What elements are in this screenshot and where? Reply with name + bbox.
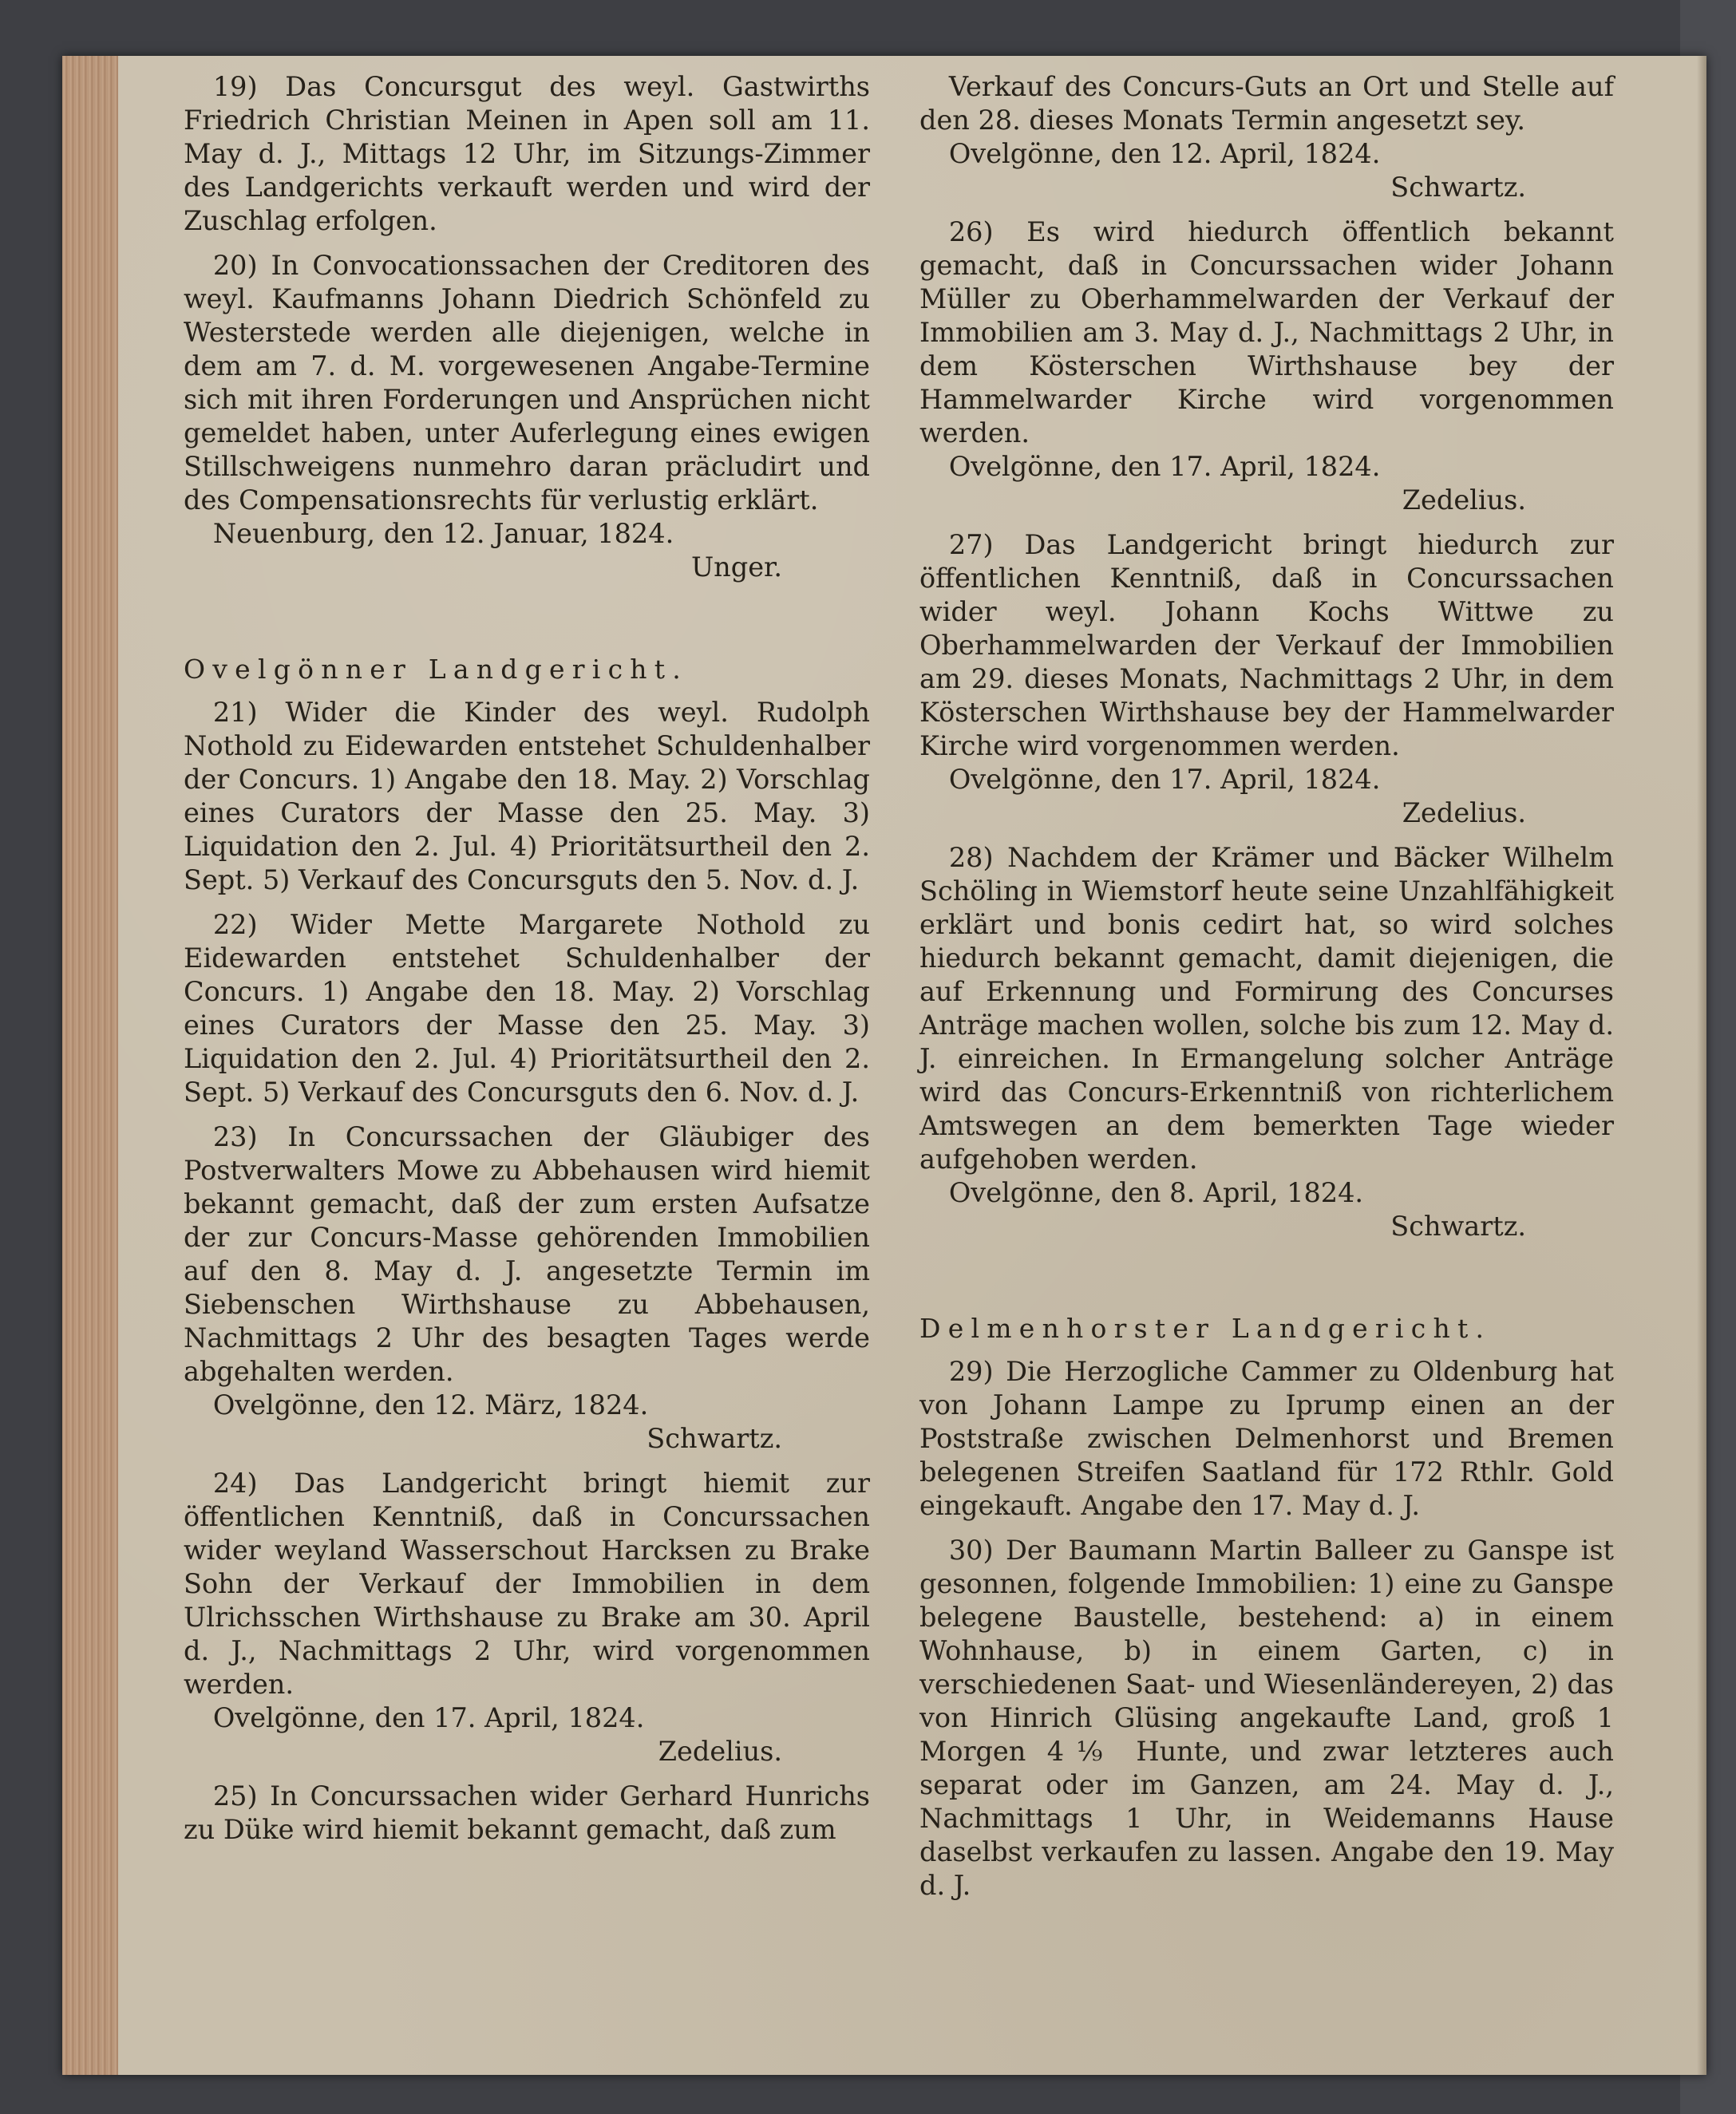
notice-signature: Schwartz. <box>1390 172 1526 203</box>
court-heading: Delmenhorster Landgericht. <box>919 1313 1492 1344</box>
notice-text: 26) Es wird hiedurch öffentlich bekannt gemacht, daß in Concurssachen wider Johann Müller zu Oberhammelwarden der Verkauf der Immobilien am 3. May d. J., Nachmittags 2 Uhr, in dem Kösterschen Wirthshause bey der Hammelwarder Kirche wird vorgenommen werden. <box>919 216 1614 448</box>
notice <box>919 528 1614 830</box>
notice-text: 22) Wider Mette Margarete Nothold zu Eidewarden entstehet Schuldenhalber der Concurs. 1) Angabe den 18. May. 2) Vorschlag eines Curators der Masse den 25. May. 3) Liquidation den 2. Jul. 4) Prioritätsurtheil den 2. Sept. 5) Verkauf des Concursguts den 6. Nov. d. J. <box>184 909 870 1108</box>
notice <box>919 70 1614 204</box>
notice <box>184 249 870 584</box>
notice <box>184 1120 870 1456</box>
court-heading: Ovelgönner Landgericht. <box>184 654 689 685</box>
left-column <box>184 70 870 1858</box>
notice-text: 27) Das Landgericht bringt hiedurch zur öffentlichen Kenntniß, daß in Concurssachen wider weyl. Johann Kochs Wittwe zu Oberhammelwarden der Verkauf der Immobilien am 29. dieses Monats, Nachmittags 2 Uhr, in dem Kösterschen Wirthshause bey der Hammelwarder Kirche wird vorgenommen werden. <box>919 529 1614 761</box>
notice-text: 19) Das Concursgut des weyl. Gastwirths Friedrich Christian Meinen in Apen soll am 11. May d. J., Mittags 12 Uhr, im Sitzungs-Zimmer des Landgerichts verkauft werden und wird der Zuschlag erfolgen. <box>184 71 870 236</box>
notice <box>184 70 870 238</box>
notice-signature: Zedelius. <box>658 1736 782 1767</box>
notice-signature: Zedelius. <box>1402 484 1526 516</box>
notice-place-date: Ovelgönne, den 17. April, 1824. <box>212 1702 645 1733</box>
notice-place-date: Ovelgönne, den 12. März, 1824. <box>212 1389 649 1421</box>
notice-text: 29) Die Herzogliche Cammer zu Oldenburg hat von Johann Lampe zu Iprump einen an der Poststraße zwischen Delmenhorst und Bremen belegenen Streifen Saatland für 172 Rthlr. Gold eingekauft. Angabe den 17. May d. J. <box>919 1356 1614 1521</box>
notice-place-date: Ovelgönne, den 8. April, 1824. <box>948 1177 1364 1208</box>
notice <box>184 1467 870 1768</box>
notice <box>919 1355 1614 1523</box>
notice-place-date: Ovelgönne, den 12. April, 1824. <box>948 138 1381 169</box>
page-edge-stack <box>62 56 118 2075</box>
notice <box>184 1780 870 1847</box>
notice-signature: Schwartz. <box>647 1423 782 1454</box>
notice-text: 30) Der Baumann Martin Balleer zu Ganspe ist gesonnen, folgende Immobilien: 1) eine zu Ganspe belegene Baustelle, bestehend: a) in einem Wohnhause, b) in einem Garten, c) in verschiedenen Saat- und Wiesenländereyen, 2) das von Hinrich Glüsing angekaufte Land, groß 1 Morgen 4⅑ Hunte, und zwar letzteres auch separat oder im Ganzen, am 24. May d. J., Nachmittags 1 Uhr, in Weidemanns Hause daselbst verkaufen zu lassen. Angabe den 19. May d. J. <box>919 1535 1614 1901</box>
notice-signature: Schwartz. <box>1390 1211 1526 1242</box>
notice <box>184 908 870 1109</box>
notice-signature: Zedelius. <box>1402 797 1526 828</box>
notice-place-date: Neuenburg, den 12. Januar, 1824. <box>212 518 674 549</box>
notice-text: 20) In Convocationssachen der Creditoren des weyl. Kaufmanns Johann Diedrich Schönfeld zu Westerstede werden alle diejenigen, welche in dem am 7. d. M. vorgewesenen Angabe-Termine sich mit ihren Forderungen und Ansprüchen nicht gemeldet haben, unter Auferlegung eines ewigen Stillschweigens nunmehro daran präcludirt und des Compensationsrechts für verlustig erklärt. <box>184 250 870 516</box>
right-column <box>919 70 1614 1914</box>
page-gutter-shadow <box>1697 56 1706 2075</box>
notice-text: 23) In Concurssachen der Gläubiger des Postverwalters Mowe zu Abbehausen wird hiemit bekannt gemacht, daß der zum ersten Aufsatze der zur Concurs-Masse gehörenden Immobilien auf den 8. May d. J. angesetzte Termin im Siebenschen Wirthshause zu Abbehausen, Nachmittags 2 Uhr des besagten Tages werde abgehalten werden. <box>184 1121 870 1387</box>
notice <box>919 215 1614 517</box>
notice-signature: Unger. <box>690 551 782 583</box>
notice <box>184 696 870 897</box>
notice-text: Verkauf des Concurs-Guts an Ort und Stelle auf den 28. dieses Monats Termin angesetzt sey. <box>919 71 1614 136</box>
notice-text: 28) Nachdem der Krämer und Bäcker Wilhelm Schöling in Wiemstorf heute seine Unzahlfähigkeit erklärt und bonis cedirt hat, so wird solches hiedurch bekannt gemacht, damit diejenigen, die auf Erkennung und Formirung des Concurses Anträge machen wollen, solche bis zum 12. May d. J. einreichen. In Ermangelung solcher Anträge wird das Concurs-Erkenntniß von richterlichem Amtswegen an dem bemerkten Tage wieder aufgehoben werden. <box>919 842 1614 1175</box>
notice-place-date: Ovelgönne, den 17. April, 1824. <box>948 451 1381 482</box>
notice-text: 21) Wider die Kinder des weyl. Rudolph Nothold zu Eidewarden entstehet Schuldenhalber der Concurs. 1) Angabe den 18. May. 2) Vorschlag eines Curators der Masse den 25. May. 3) Liquidation den 2. Jul. 4) Prioritätsurtheil den 2. Sept. 5) Verkauf des Concursguts den 5. Nov. d. J. <box>184 697 870 895</box>
notice <box>919 1534 1614 1903</box>
notice-text: 24) Das Landgericht bringt hiemit zur öffentlichen Kenntniß, daß in Concurssachen wider weyland Wasserschout Harcksen zu Brake Sohn der Verkauf der Immobilien in dem Ulrichsschen Wirthshause zu Brake am 30. April d. J., Nachmittags 2 Uhr, wird vorgenommen werden. <box>184 1468 870 1700</box>
notice <box>919 841 1614 1243</box>
notice-text: 25) In Concurssachen wider Gerhard Hunrichs zu Düke wird hiemit bekannt gemacht, daß zum <box>184 1780 870 1845</box>
notice-place-date: Ovelgönne, den 17. April, 1824. <box>948 764 1381 795</box>
